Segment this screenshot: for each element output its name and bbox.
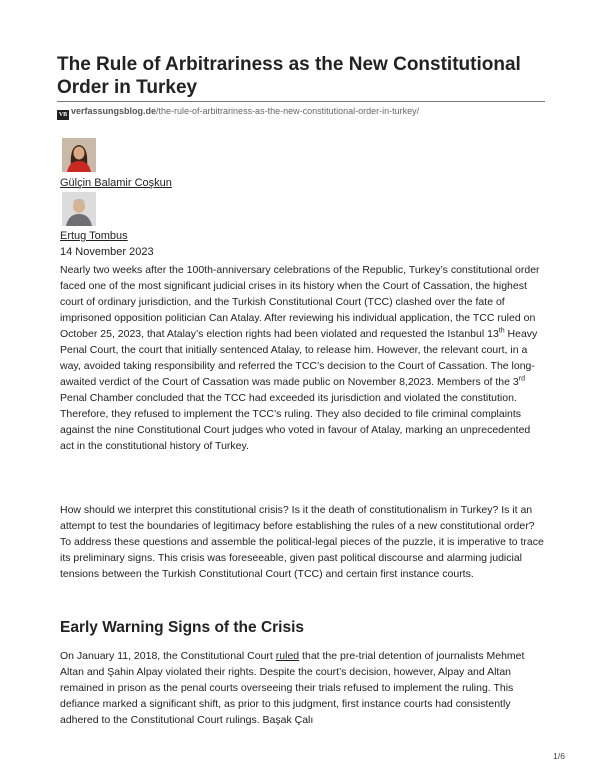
article-title: The Rule of Arbitrariness as the New Constitutional Order in Turkey — [57, 54, 521, 98]
paragraph-3 — [60, 648, 546, 728]
title-divider — [57, 101, 545, 102]
paragraph-1 — [60, 262, 546, 454]
superscript-rd: rd — [518, 375, 525, 383]
source-host[interactable]: verfassungsblog.de — [71, 106, 157, 116]
site-logo-icon: VB — [58, 112, 68, 118]
source-url[interactable] — [57, 106, 419, 120]
author-avatar-2 — [62, 192, 96, 226]
section-heading: Early Warning Signs of the Crisis — [60, 619, 305, 636]
page-number: 1/6 — [553, 751, 565, 761]
paragraph-3-text-b: that the pre-trial detention of journalists Mehmet Altan and Şahin Alpay violated their rights. Despite the court’s decision, however, Alpay and Altan remained in prison as the penal courts overseeing their trials refused to implement the ruling. This defiance marked a significant shift, as prior to this judgment, first instance courts had consistently adhered to the Constitutional Court rulings. Başak Çalı — [60, 650, 525, 726]
paragraph-1-text-a: Nearly two weeks after the 100th-anniversary celebrations of the Republic, Turkey’s constitutional order faced one of the most significant judicial crises in its history when the Court of Cassation, the highest court of ordinary jurisdiction, and the Turkish Constitutional Court (TCC) clashed over the fate of imprisoned opposition politician Can Atalay. After reviewing his individual application, the TCC ruled on October 25, 2023, that Atalay’s election rights had been violated and requested the Istanbul 13 — [60, 264, 540, 340]
superscript-th: th — [498, 327, 505, 335]
author-avatar-1 — [62, 138, 96, 172]
publish-date: 14 November 2023 — [60, 246, 154, 258]
paragraph-1-text-b: Heavy Penal Court, the court that initially sentenced Atalay, to release him. However, the relevant court, in a way, avoided taking responsibility and referred the TCC’s decision to the Court of Cassation. The long-awaited verdict of the Court of Cassation was made public on November 8,2023. Members of the 3 — [60, 328, 538, 388]
paragraph-1-text-c: Penal Chamber concluded that the TCC had exceeded its jurisdiction and violated the constitution. Therefore, they refused to implement the TCC’s ruling. They also decided to file criminal complaints against the nine Constitutional Court judges who voted in favour of Atalay, marking an unprecedented act in the constitutional history of Turkey. — [60, 392, 531, 452]
paragraph-2: How should we interpret this constitutional crisis? Is it the death of constitutionalism in Turkey? Is it an attempt to test the boundaries of legitimacy before establishing the rules of a new constitutional order? To address these questions and assemble the political-legal pieces of the puzzle, it is imperative to trace its preliminary signs. This crisis was foreseeable, given past political discourse and alarming judicial tensions between the Turkish Constitutional Court (TCC) and certain first instance courts. — [60, 504, 544, 580]
source-path[interactable]: /the-rule-of-arbitrariness-as-the-new-constitutional-order-in-turkey/ — [156, 106, 420, 116]
author-name-1[interactable]: Gülçin Balamir Coşkun — [60, 177, 172, 189]
paragraph-3-text-a: On January 11, 2018, the Constitutional Court — [60, 650, 276, 662]
author-name-2[interactable]: Ertug Tombus — [60, 230, 128, 242]
ruled-link[interactable]: ruled — [275, 650, 300, 662]
